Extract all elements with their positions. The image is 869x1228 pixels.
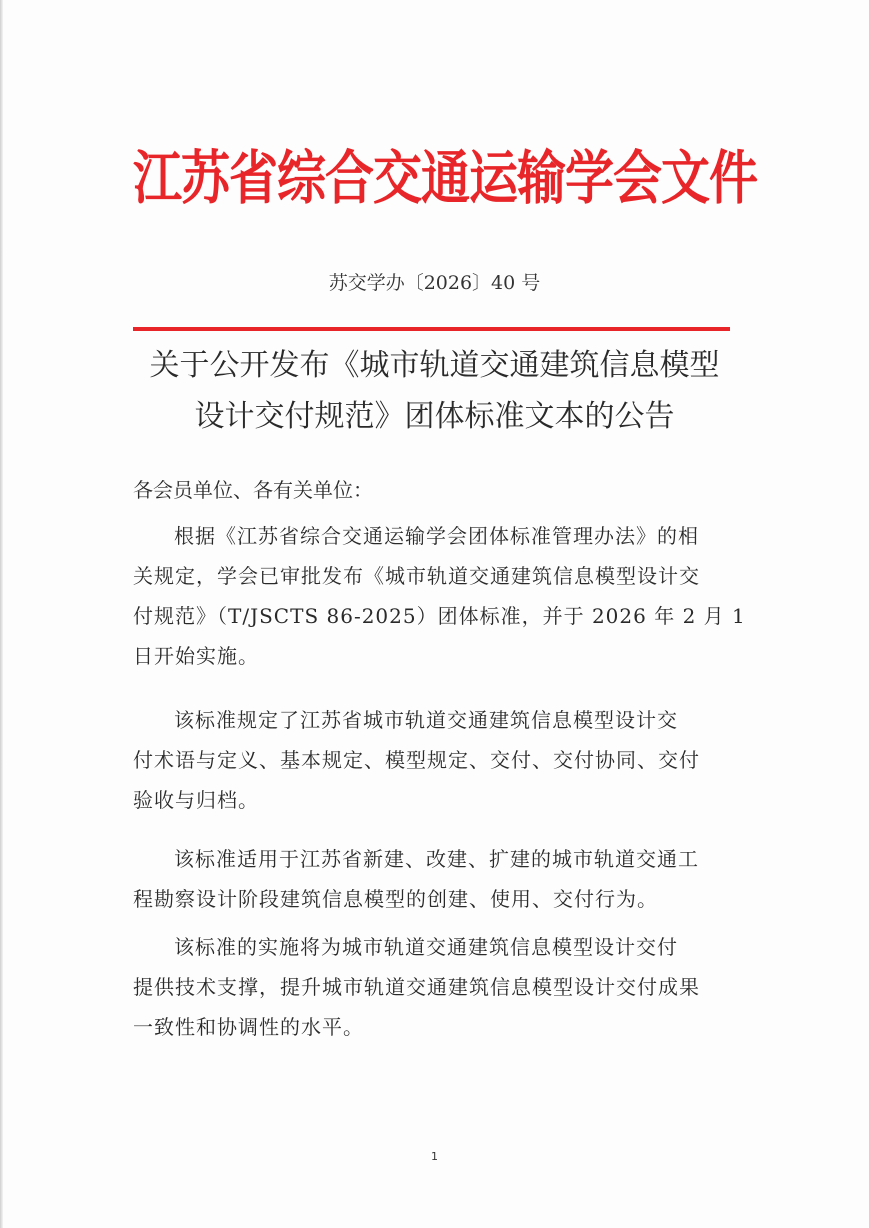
paragraph-line: 验收与归档。 — [133, 788, 259, 812]
paragraph-1 — [133, 516, 746, 676]
paragraph-line: 该标准适用于江苏省新建、改建、扩建的城市轨道交通工 — [174, 847, 699, 871]
salutation: 各会员单位、各有关单位： — [133, 478, 373, 502]
notice-title-line-1: 关于公开发布《城市轨道交通建筑信息模型 — [149, 348, 720, 383]
paragraph-line: 日开始实施。 — [133, 644, 259, 668]
paragraph-2 — [133, 700, 739, 820]
document-number: 苏交学办〔2026〕40 号 — [328, 272, 541, 294]
paragraph-line: 付规范》（T/JSCTS 86-2025）团体标准，并于 2026 年 2 月 1 — [133, 604, 746, 628]
organization-header: 江苏省综合交通运输学会文件 — [133, 143, 758, 213]
notice-title — [0, 340, 869, 442]
paragraph-line: 提供技术支撑，提升城市轨道交通建筑信息模型设计交付成果 — [133, 975, 700, 999]
paragraph-line: 根据《江苏省综合交通运输学会团体标准管理办法》的相 — [174, 524, 699, 548]
paragraph-line: 程勘察设计阶段建筑信息模型的创建、使用、交付行为。 — [133, 887, 658, 911]
page-number: 1 — [431, 1150, 438, 1163]
paragraph-3 — [133, 839, 739, 919]
paragraph-line: 一致性和协调性的水平。 — [133, 1015, 364, 1039]
paragraph-line: 该标准的实施将为城市轨道交通建筑信息模型设计交付 — [174, 935, 678, 959]
scan-edge-shadow — [0, 0, 3, 1228]
paragraph-4 — [133, 927, 739, 1047]
paragraph-line: 付术语与定义、基本规定、模型规定、交付、交付协同、交付 — [133, 748, 700, 772]
paragraph-line: 该标准规定了江苏省城市轨道交通建筑信息模型设计交 — [174, 708, 678, 732]
red-divider-line — [133, 327, 730, 331]
notice-title-line-2: 设计交付规范》团体标准文本的公告 — [194, 399, 675, 434]
paragraph-line: 关规定，学会已审批发布《城市轨道交通建筑信息模型设计交 — [133, 564, 700, 588]
